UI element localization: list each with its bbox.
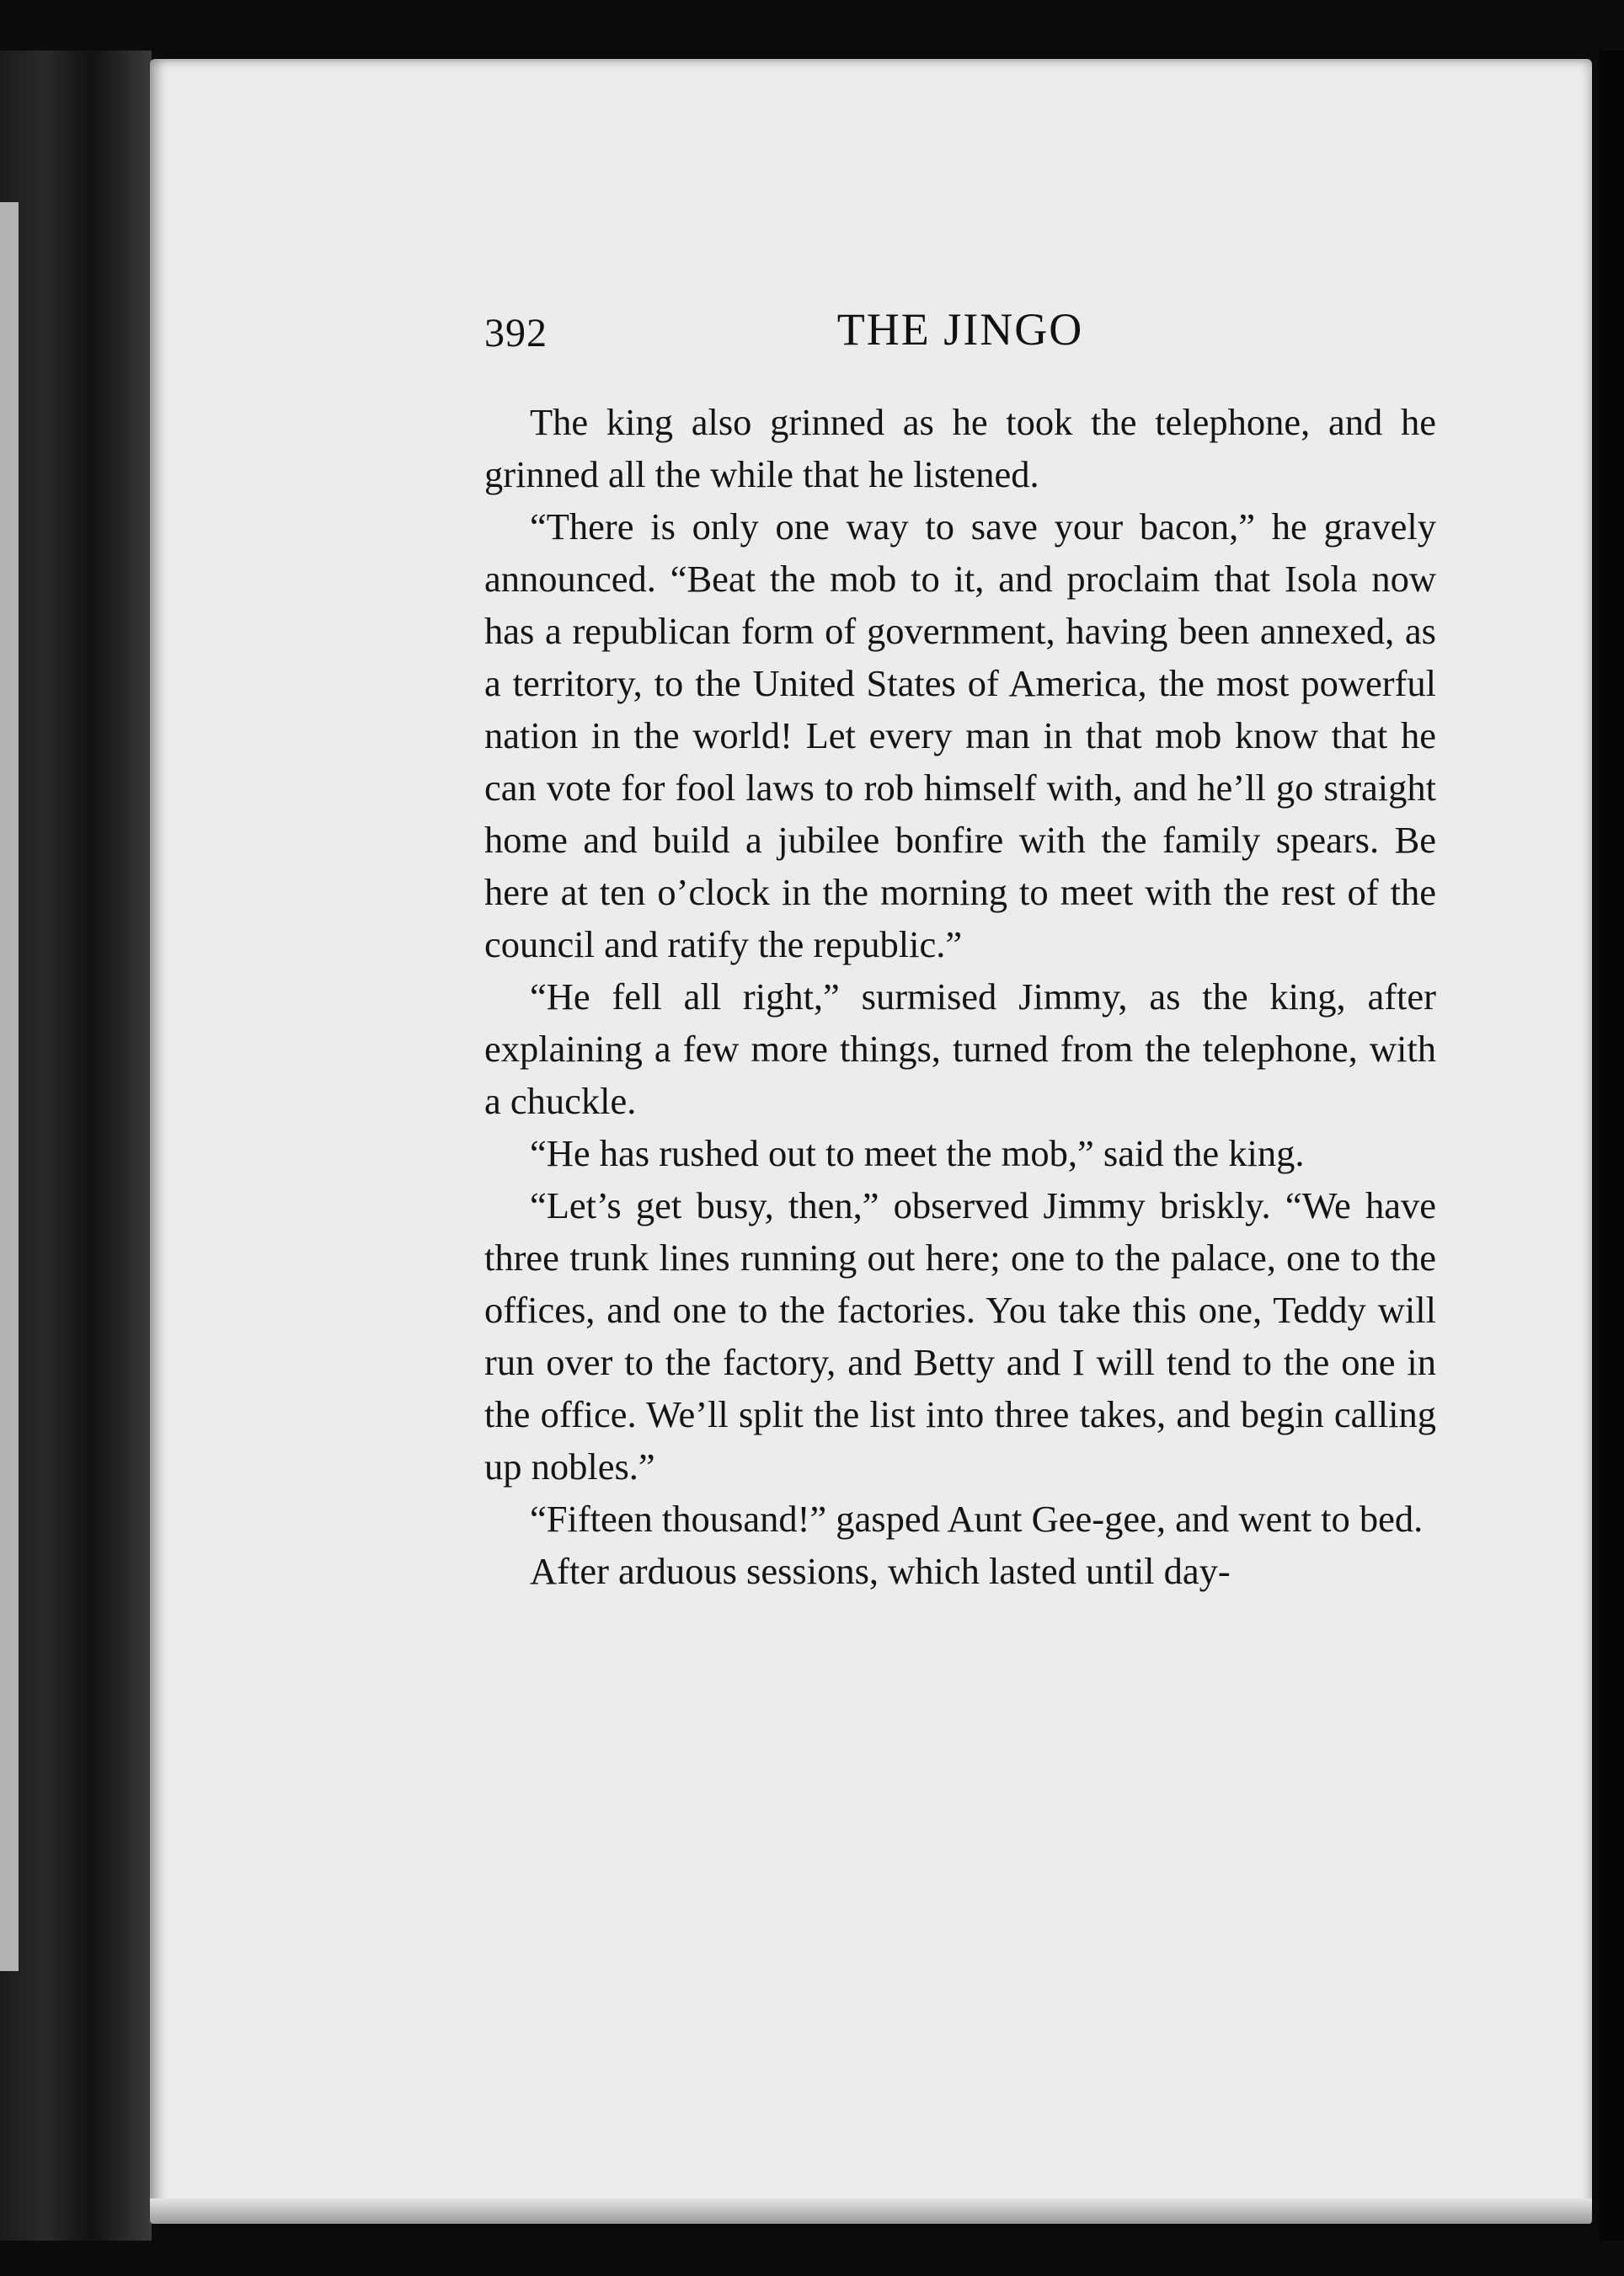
paragraph: “Fifteen thousand!” gasped Aunt Gee-gee, and went to bed. <box>530 1498 1424 1540</box>
page-edge-shadow <box>1599 51 1624 2241</box>
page-number: 392 <box>484 311 548 355</box>
binding-edge <box>0 202 19 1971</box>
paragraph: “Let’s get busy, then,” observed Jimmy briskly. “We have three trunk lines running out here; one to the palace, one to the offices, and one to the factories. You take this one, Teddy will run over to the factory, and Betty and I will tend to the one in the office. We’ll split the list into three takes, and begin calling up nobles.” <box>484 1184 1436 1488</box>
paragraph: The king also grinned as he took the telephone, and he grinned all the while that he listened. <box>484 401 1436 495</box>
page-bottom-edge <box>150 2199 1592 2224</box>
running-title: THE JINGO <box>836 304 1084 355</box>
page-header <box>484 303 1436 362</box>
body-text <box>484 396 1436 1597</box>
paragraph: “He fell all right,” surmised Jimmy, as the king, after explaining a few more things, turned from the telephone, with a chuckle. <box>484 975 1436 1122</box>
paragraph: “He has rushed out to meet the mob,” said the king. <box>530 1132 1305 1174</box>
paragraph: After arduous sessions, which lasted until day- <box>530 1550 1231 1592</box>
paragraph: “There is only one way to save your bacon,” he gravely announced. “Beat the mob to it, and proclaim that Isola now has a republican form of government, having been annexed, as a territory, to the United States of America, the most powerful nation in the world! Let every man in that mob know that he can vote for fool laws to rob himself with, and he’ll go straight home and build a jubilee bonfire with the family spears. Be here at ten o’clock in the morning to meet with the rest of the council and ratify the republic.” <box>484 505 1436 965</box>
book-binding <box>0 51 152 2241</box>
